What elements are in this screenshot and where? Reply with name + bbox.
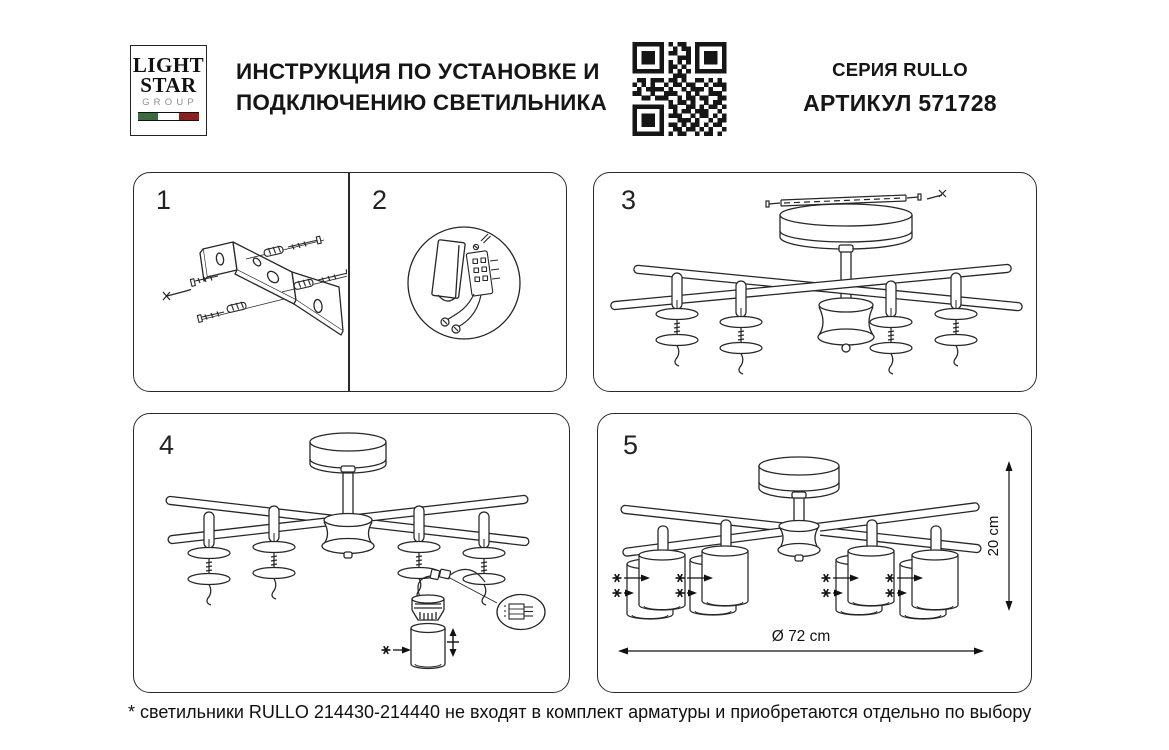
lamp-holder	[935, 273, 977, 366]
title-line-2: ПОДКЛЮЧЕНИЮ СВЕТИЛЬНИКА	[236, 90, 607, 115]
lamp-holder	[463, 512, 505, 605]
product-info	[800, 59, 1000, 117]
panel-steps-1-2	[133, 172, 567, 392]
step-number-5: 5	[623, 430, 639, 460]
panel-step-4	[133, 413, 570, 693]
lamp-socket	[412, 595, 444, 620]
central-hub	[778, 521, 820, 562]
step4-shade-connection-drawing	[134, 414, 568, 691]
wires	[441, 294, 481, 333]
central-hub	[818, 298, 874, 352]
lamp-holder	[253, 506, 295, 599]
screw-icon	[163, 290, 191, 301]
asterisk-marker	[382, 646, 391, 654]
article-label: АРТИКУЛ 571728	[803, 90, 997, 116]
stem	[792, 492, 806, 524]
footnote: * светильники RULLO 214430-214440 не входят в комплект арматуры и приобретаются отдельно по выбору	[128, 702, 1032, 722]
italian-flag-stripe	[138, 112, 199, 121]
screw-icon	[927, 190, 946, 199]
junction-box	[432, 240, 466, 301]
qr-code	[631, 42, 728, 136]
qr-code-svg	[631, 42, 728, 136]
diameter-dimension	[618, 648, 984, 655]
panel-step-5	[597, 413, 1032, 693]
step5-dimensions-drawing	[598, 414, 1030, 691]
diameter-dimension-label: Ø 72 cm	[771, 628, 831, 645]
lamp-holder	[188, 512, 230, 605]
series-label: СЕРИЯ RULLO	[832, 59, 968, 80]
step-number-3: 3	[621, 185, 637, 215]
lamp-holder	[656, 273, 698, 366]
panel-step-3	[593, 172, 1037, 392]
step-number-1: 1	[156, 185, 172, 215]
title-line-1: ИНСТРУКЦИЯ ПО УСТАНОВКЕ И	[236, 59, 600, 84]
central-hub	[322, 514, 374, 559]
lamp-holder	[398, 506, 440, 599]
terminal-block	[466, 234, 500, 296]
shade-cylinder	[627, 550, 685, 619]
lightstar-logo	[130, 45, 207, 136]
logo-word-star: STAR	[140, 73, 197, 97]
terminal-detail-bubble	[497, 595, 545, 630]
ceiling-canopy	[780, 204, 912, 249]
height-dimension-label: 20 cm	[985, 515, 1002, 557]
step-number-4: 4	[159, 430, 175, 460]
shade-cylinder	[836, 546, 894, 615]
shade-cylinder	[411, 624, 445, 669]
screw-and-dowel	[197, 299, 284, 322]
logo-word-group: GROUP	[142, 97, 198, 108]
step3-fixture-drawing	[594, 173, 1035, 390]
step2-wiring-drawing	[348, 173, 566, 390]
page-title	[236, 56, 626, 118]
shade-cylinder	[690, 546, 748, 615]
move-vertical-icon	[447, 628, 459, 657]
step-number-2: 2	[372, 185, 388, 215]
shade-cylinder	[900, 550, 958, 619]
insert-arrow	[393, 647, 411, 654]
height-dimension	[1006, 461, 1013, 611]
logo-word-light: LIGHT	[132, 53, 205, 77]
step1-bracket-drawing	[134, 173, 347, 390]
